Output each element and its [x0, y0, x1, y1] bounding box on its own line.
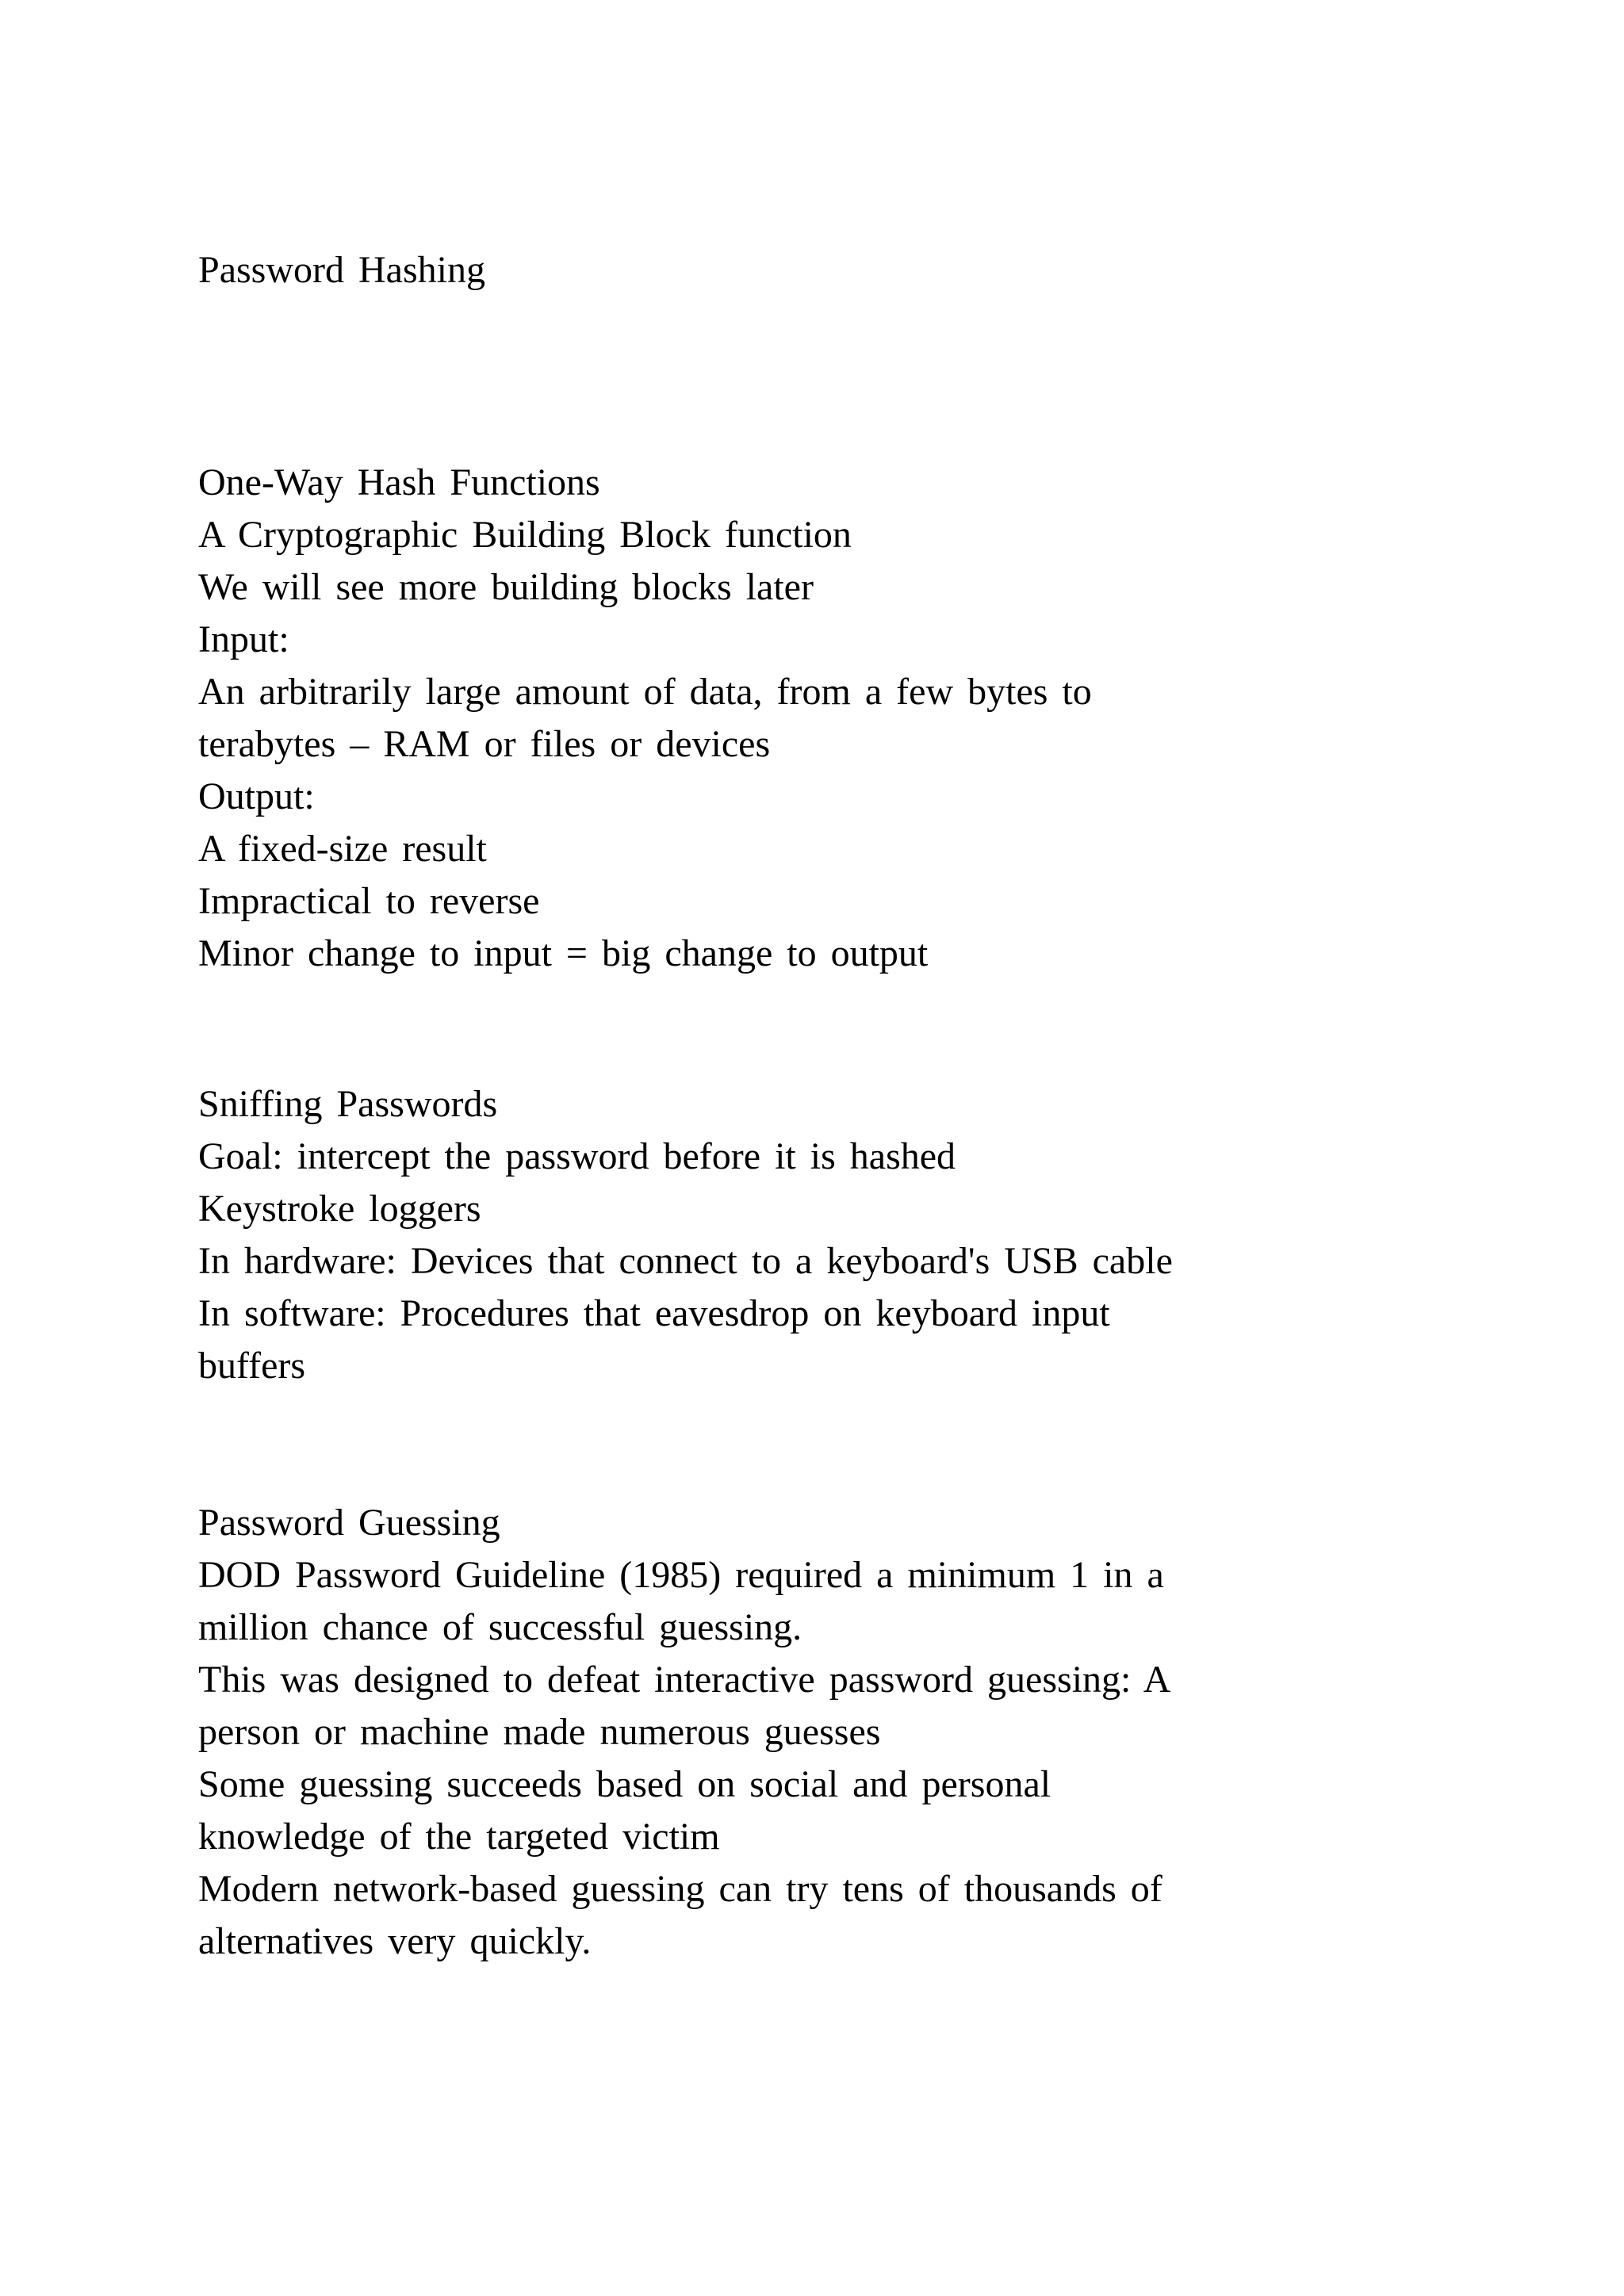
text-line: buffers — [198, 1345, 306, 1387]
text-line: Input: — [198, 618, 289, 660]
section-password-guessing — [198, 1497, 1435, 1968]
text-line: Output: — [198, 775, 315, 817]
text-line: terabytes – RAM or files or devices — [198, 723, 771, 765]
text-line: Some guessing succeeds based on social and personal — [198, 1763, 1051, 1805]
text-line: We will see more building blocks later — [198, 566, 814, 608]
text-line: A Cryptographic Building Block function — [198, 514, 852, 556]
text-line: Impractical to reverse — [198, 880, 540, 922]
section-one-way-hash-functions — [198, 457, 1435, 980]
text-line: An arbitrarily large amount of data, from a few bytes to — [198, 671, 1092, 713]
document-title-block — [198, 244, 1435, 297]
text-line: Goal: intercept the password before it is hashed — [198, 1135, 956, 1177]
document-title: Password Hashing — [198, 249, 485, 291]
text-line: In hardware: Devices that connect to a keyboard's USB cable — [198, 1240, 1173, 1282]
text-line: Minor change to input = big change to output — [198, 932, 929, 974]
text-line: In software: Procedures that eavesdrop on keyboard input — [198, 1292, 1110, 1334]
text-line: million chance of successful guessing. — [198, 1606, 802, 1648]
text-line: knowledge of the targeted victim — [198, 1816, 720, 1858]
section-sniffing-passwords — [198, 1078, 1435, 1392]
section-heading: Sniffing Passwords — [198, 1083, 498, 1125]
section-heading: One-Way Hash Functions — [198, 461, 600, 503]
text-line: Keystroke loggers — [198, 1188, 481, 1230]
text-line: alternatives very quickly. — [198, 1920, 592, 1962]
text-line: DOD Password Guideline (1985) required a minimum 1 in a — [198, 1554, 1164, 1596]
text-line: Modern network-based guessing can try tens of thousands of — [198, 1868, 1162, 1910]
text-line: person or machine made numerous guesses — [198, 1711, 881, 1753]
text-line: This was designed to defeat interactive password guessing: A — [198, 1659, 1171, 1701]
text-line: A fixed-size result — [198, 828, 487, 870]
section-heading: Password Guessing — [198, 1502, 500, 1544]
